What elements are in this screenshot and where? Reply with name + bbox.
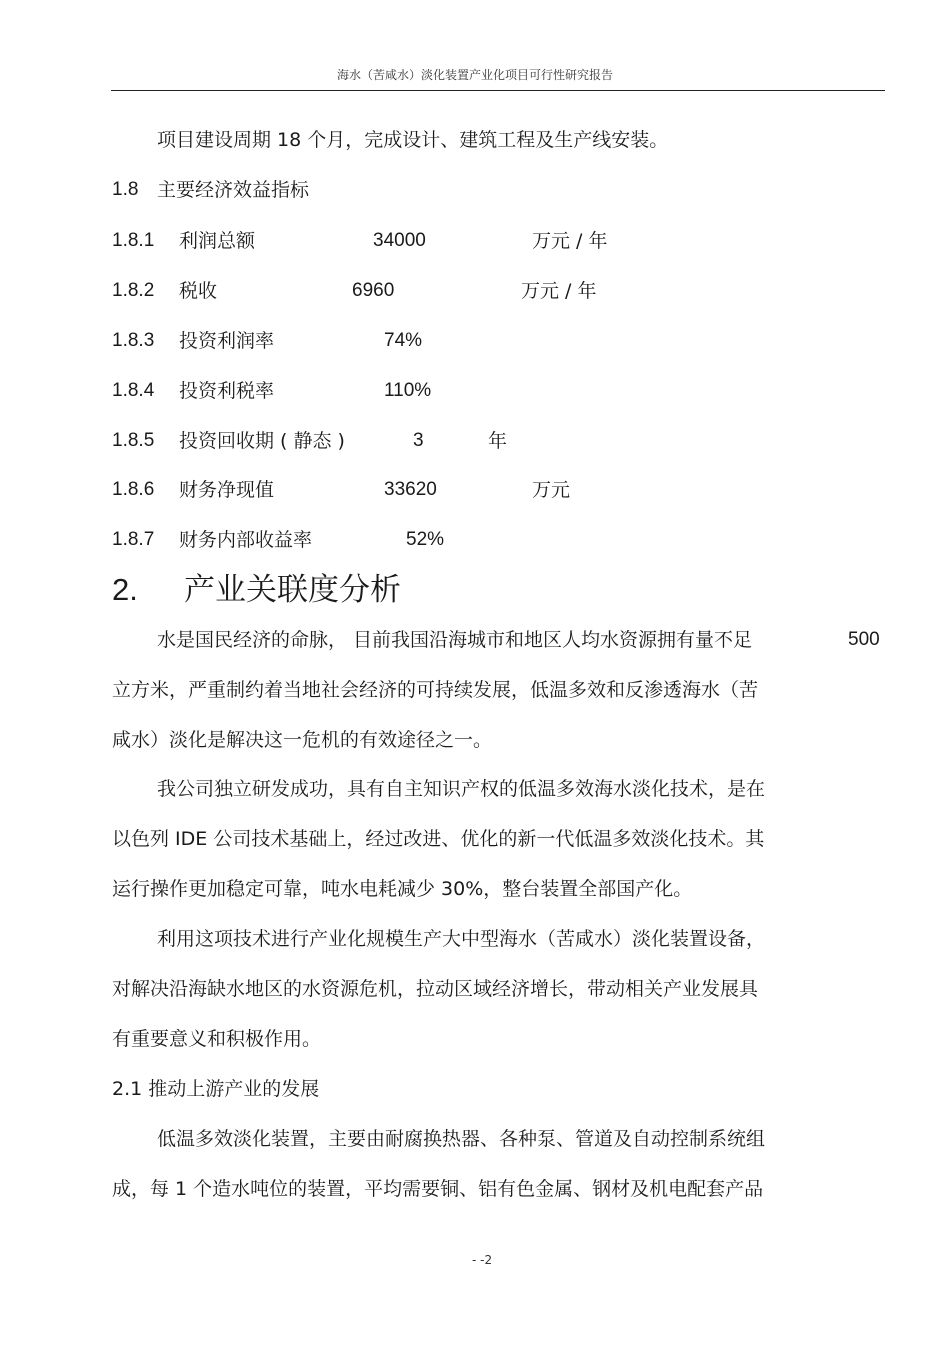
- section-1-8-number: 1.8: [112, 179, 139, 200]
- indicator-number: 1.8.4: [112, 380, 155, 401]
- indicator-value: 110%: [384, 380, 432, 401]
- indicator-number: 1.8.3: [112, 330, 155, 351]
- indicator-number: 1.8.2: [112, 280, 155, 301]
- indicator-number: 1.8.5: [112, 430, 155, 451]
- paragraph-line: 我公司独立研发成功，具有自主知识产权的低温多效海水淡化技术，是在: [157, 778, 766, 800]
- indicator-value: 74%: [384, 330, 423, 351]
- paragraph-line: 成，每 1 个造水吨位的装置，平均需要铜、铝有色金属、钢材及机电配套产品: [112, 1178, 764, 1200]
- indicator-label: 投资利润率: [179, 330, 275, 352]
- indicator-number: 1.8.1: [112, 230, 155, 251]
- section-2-1-heading: 2.1 推动上游产业的发展: [112, 1078, 320, 1100]
- indicator-value: 3: [413, 430, 424, 451]
- running-header: 海水（苦咸水）淡化装置产业化项目可行性研究报告: [336, 68, 613, 82]
- paragraph-line: 立方米，严重制约着当地社会经济的可持续发展，低温多效和反渗透海水（苦: [112, 679, 759, 701]
- paragraph-number: 500: [848, 629, 880, 650]
- section-2-title: 产业关联度分析: [184, 572, 401, 608]
- indicator-label: 财务内部收益率: [179, 529, 313, 551]
- indicator-label: 财务净现值: [179, 479, 275, 501]
- paragraph-line: 咸水）淡化是解决这一危机的有效途径之一。: [112, 729, 493, 751]
- paragraph-line: 利用这项技术进行产业化规模生产大中型海水（苦咸水）淡化装置设备，: [157, 928, 766, 950]
- header-rule: [111, 90, 885, 91]
- intro-line: 项目建设周期 18 个月，完成设计、建筑工程及生产线安装。: [157, 129, 669, 151]
- indicator-number: 1.8.6: [112, 479, 155, 500]
- indicator-value: 52%: [406, 529, 445, 550]
- paragraph-line: 低温多效淡化装置，主要由耐腐换热器、各种泵、管道及自动控制系统组: [157, 1128, 766, 1150]
- indicator-unit: 万元: [532, 479, 571, 501]
- indicator-value: 33620: [384, 479, 437, 500]
- section-2-number: 2.: [112, 572, 138, 607]
- paragraph-line: 水是国民经济的命脉， 目前我国沿海城市和地区人均水资源拥有量不足: [157, 629, 753, 651]
- indicator-label: 投资回收期 ( 静态 ): [179, 430, 345, 452]
- indicator-label: 投资利税率: [179, 380, 275, 402]
- paragraph-line: 运行操作更加稳定可靠，吨水电耗减少 30%，整台装置全部国产化。: [112, 878, 693, 900]
- paragraph-line: 以色列 IDE 公司技术基础上，经过改进、优化的新一代低温多效淡化技术。其: [112, 828, 765, 850]
- indicator-unit: 万元 / 年: [521, 280, 597, 302]
- paragraph-line: 对解决沿海缺水地区的水资源危机，拉动区域经济增长，带动相关产业发展具: [112, 978, 759, 1000]
- indicator-unit: 年: [488, 430, 508, 452]
- indicator-number: 1.8.7: [112, 529, 155, 550]
- page-number: - -2: [472, 1253, 493, 1267]
- indicator-label: 税收: [179, 280, 218, 302]
- indicator-value: 6960: [352, 280, 395, 301]
- indicator-label: 利润总额: [179, 230, 256, 252]
- indicator-unit: 万元 / 年: [532, 230, 608, 252]
- paragraph-line: 有重要意义和积极作用。: [112, 1028, 322, 1050]
- section-1-8-title: 主要经济效益指标: [157, 179, 310, 201]
- indicator-value: 34000: [373, 230, 426, 251]
